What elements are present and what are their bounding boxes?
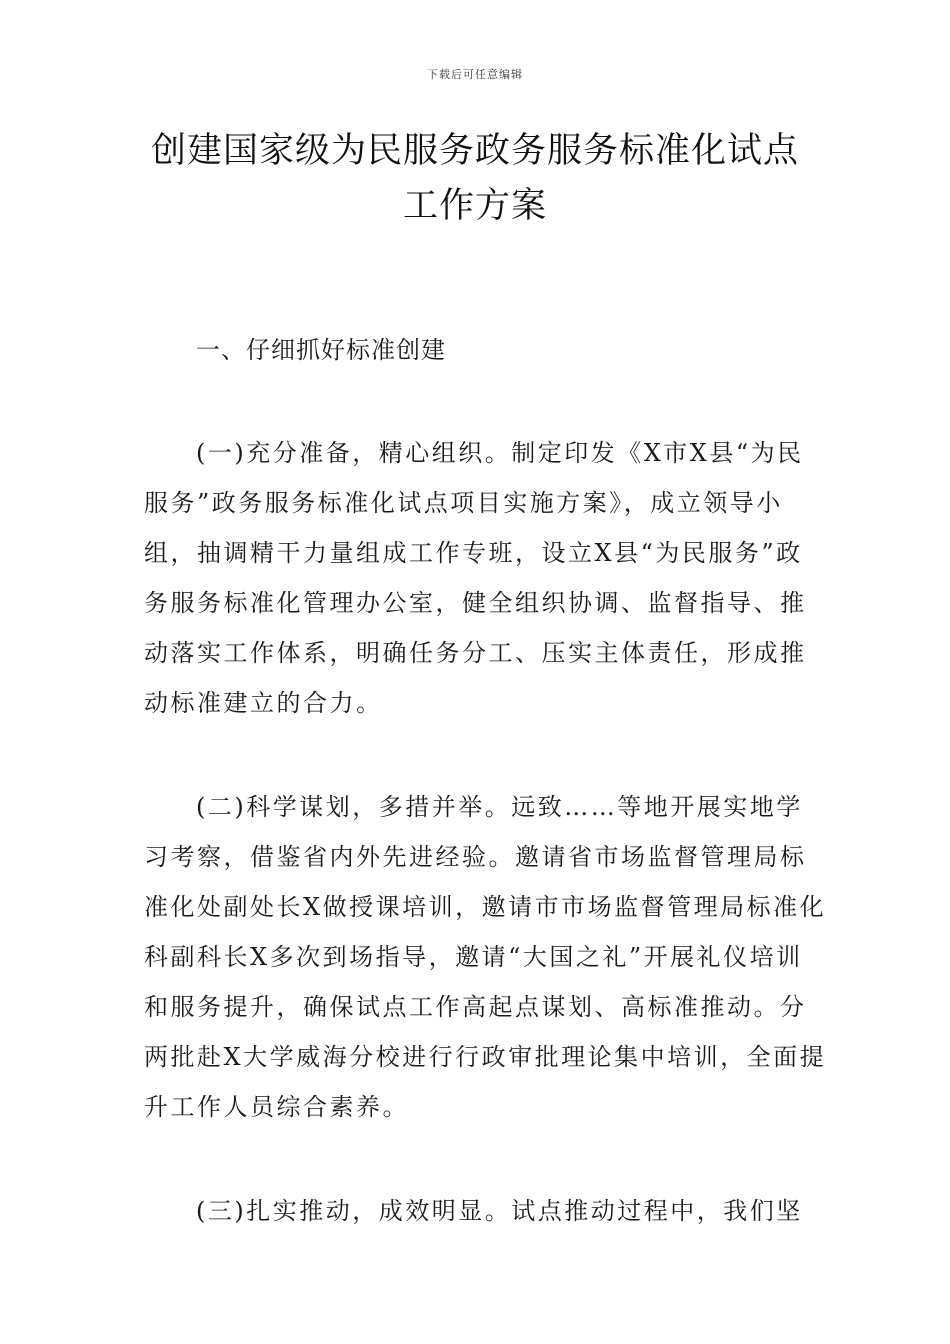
title-line-1: 创建国家级为民服务政务服务标准化试点	[150, 131, 799, 171]
paragraph-line: 升工作人员综合素养。	[144, 1093, 409, 1121]
paragraph-line: (一)充分准备，精心组织。制定印发《X市X县“为民	[196, 439, 804, 467]
paragraph-line: (二)科学谋划，多措并举。远致……等地开展实地学	[196, 793, 803, 821]
paragraph-line: 动落实工作体系，明确任务分工、压实主体责任，形成推	[144, 639, 807, 667]
title-line-2: 工作方案	[402, 186, 547, 226]
paragraph-line: 两批赴X大学威海分校进行行政审批理论集中培训，全面提	[144, 1043, 827, 1071]
paragraph-line: 组，抽调精干力量组成工作专班，设立X县“为民服务”政	[144, 539, 803, 567]
paragraph-line: 和服务提升，确保试点工作高起点谋划、高标准推动。分	[144, 993, 807, 1021]
paragraph-line: 服务”政务服务标准化试点项目实施方案》，成立领导小	[144, 489, 783, 517]
paragraph-line: 准化处副处长X做授课培训，邀请市市场监督管理局标准化	[144, 893, 827, 921]
paragraph-line: 动标准建立的合力。	[144, 689, 383, 717]
paragraph-1	[144, 428, 806, 728]
paragraph-3	[144, 1186, 806, 1236]
paragraph-line: 务服务标准化管理办公室，健全组织协调、监督指导、推	[144, 589, 807, 617]
document-title	[100, 124, 850, 234]
paragraph-2	[144, 782, 827, 1132]
section-heading: 一、仔细抓好标准创建	[196, 336, 446, 364]
header-note: 下载后可任意编辑	[427, 68, 523, 81]
paragraph-line: (三)扎实推动，成效明显。试点推动过程中，我们坚	[196, 1197, 803, 1225]
paragraph-line: 科副科长X多次到场指导，邀请“大国之礼”开展礼仪培训	[144, 943, 803, 971]
paragraph-line: 习考察，借鉴省内外先进经验。邀请省市场监督管理局标	[144, 843, 807, 871]
document-body	[144, 326, 827, 1236]
